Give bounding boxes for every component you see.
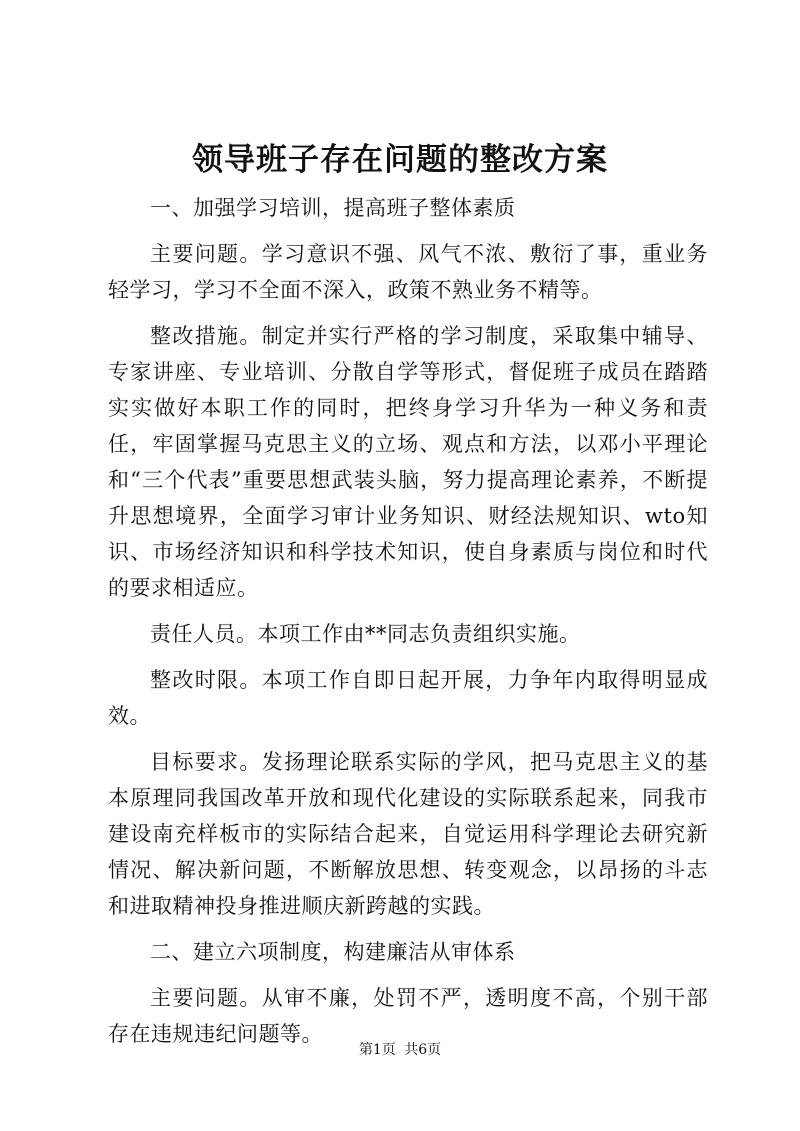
paragraph-goals: 目标要求。发扬理论联系实际的学风，把马克思主义的基本原理同我国改革开放和现代化建设的实际联系起来，同我市建设南充样板市的实际结合起来，自觉运用科学理论去研究新情况、解决新问题，不断解放思想、转变观念，以昂扬的斗志和进取精神投身推进顺庆新跨越的实践。 [108, 750, 708, 918]
section-heading-2: 二、建立六项制度，构建廉洁从审体系 [150, 940, 516, 964]
page-number: 第1页 [358, 1042, 396, 1058]
paragraph-responsible: 责任人员。本项工作由**同志负责组织实施。 [150, 622, 581, 646]
document-title: 领导班子存在问题的整改方案 [192, 142, 608, 178]
document-body [108, 190, 708, 1062]
section-heading-1: 一、加强学习培训，提高班子整体素质 [150, 196, 516, 220]
paragraph-main-problem-1: 主要问题。学习意识不强、风气不浓、敷衍了事，重业务轻学习，学习不全面不深入，政策不熟业务不精等。 [108, 242, 708, 302]
paragraph-deadline: 整改时限。本项工作自即日起开展，力争年内取得明显成效。 [108, 668, 708, 728]
paragraph-main-problem-2: 主要问题。从审不廉，处罚不严，透明度不高，个别干部存在违规违纪问题等。 [108, 986, 708, 1046]
page-footer [0, 1040, 800, 1060]
paragraph-measures-1: 整改措施。制定并实行严格的学习制度，采取集中辅导、专家讲座、专业培训、分散自学等形式，督促班子成员在踏踏实实做好本职工作的同时，把终身学习升华为一种义务和责任，牢固掌握马克思主义的立场、观点和方法，以邓小平理论和“三个代表”重要思想武装头脑，努力提高理论素养，不断提升思想境界，全面学习审计业务知识、财经法规知识、wto知识、市场经济知识和科学技术知识，使自身素质与岗位和时代的要求相适应。 [108, 324, 708, 600]
page-total: 共6页 [404, 1042, 442, 1058]
